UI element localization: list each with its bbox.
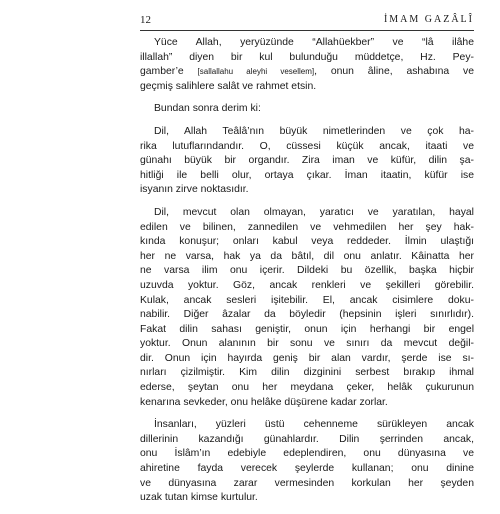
text-line: nabilir. Diğer âzalar da böyledir (hepsinin işleri sınırlıdır). xyxy=(140,309,474,321)
text-line: nırları çizilmiştir. Kim dilin dizginini serbest bırakıp ihmal xyxy=(140,367,474,379)
text-line: her ne varsa, hak ya da bâtıl, dil onu anlatır. Kâinatta her xyxy=(140,250,474,262)
text-line: Bundan sonra derim ki: xyxy=(154,103,261,115)
page-number: 12 xyxy=(140,14,151,26)
paragraph xyxy=(140,125,474,198)
text-line: Kulak, ancak sesleri işitebilir. El, ancak cisimlere doku- xyxy=(140,294,474,306)
text-line: illallah” diyen bir kul bulunduğu müddetçe, Hz. Pey- xyxy=(140,51,474,63)
paragraph xyxy=(140,102,474,117)
paragraph xyxy=(140,36,474,94)
text-line: onu İslâm’ın edebiyle edeplendiren, onu dünyasına ve xyxy=(140,448,474,460)
text-line: İnsanları, yüzleri üstü cehenneme sürükleyen ancak xyxy=(154,419,474,431)
text-line: ne varsa ilim onu içerir. Dildeki bu özellik, başka hiçbir xyxy=(140,265,474,277)
text-line: uzuvda yoktur. Göz, ancak renkleri ve şekilleri görebilir. xyxy=(140,279,474,291)
text-line: günahı büyük bir organdır. Zira iman ve küfür, dilin şa- xyxy=(140,155,474,167)
text-line: yoktur. Onun alanının bir sonu ve sınırı da mevcut değil- xyxy=(140,338,474,350)
text-line: uzak tutan kimse kurtulur. xyxy=(140,492,258,504)
body-text xyxy=(140,36,474,514)
honorific: [sallallahu aleyhi vesellem] xyxy=(197,67,315,77)
text-line: Dil, Allah Teâlâ’nın büyük nimetlerinden ve çok ha- xyxy=(154,125,474,137)
text-line: kında konuşur; onları kabul veya reddeder. İlmin ulaştığı xyxy=(140,236,474,248)
text-line: geçmiş salihlere salât ve rahmet etsin. xyxy=(140,80,317,92)
text-line: dir. Onun için hayırda geniş bir alan vardır, şerde ise sı- xyxy=(140,352,474,364)
paragraph xyxy=(140,206,474,410)
paragraph xyxy=(140,418,474,506)
text-line: hitliği ile belli olur, ortaya çıkar. İman itaatin, küfür ise xyxy=(140,169,474,181)
text-line: rika lutuflarındandır. O, cüssesi küçük ancak, itaati ve xyxy=(140,140,474,152)
text-line: ahiretine fayda verecek şeylerde kullanan; onu dinine xyxy=(140,463,474,475)
text-line: kenarına sevkeder, onu helâke düşürene kadar zorlar. xyxy=(140,396,388,408)
text-line: Yüce Allah, yeryüzünde “Allahüekber” ve “lâ ilâhe xyxy=(154,37,474,48)
text-line: ederse, şeytan onu her meydana çeker, helâk çukurunun xyxy=(140,382,474,394)
text-line: Fakat dilin sahası geniştir, onun için herhangi bir engel xyxy=(140,323,474,335)
header-rule xyxy=(140,30,474,31)
text-line: edilen ve bilinen, zannedilen ve vehmedilen her şey hak- xyxy=(140,221,474,233)
running-head: İMAM GAZÂLÎ xyxy=(383,14,474,25)
text-line: gamber’e [sallallahu aleyhi vesellem], onun âline, ashabına ve xyxy=(140,66,474,78)
text-line: isyanın zirve noktasıdır. xyxy=(140,184,249,196)
text-line: dillerinin kazandığı günahlardır. Dilin şerrinden ancak, xyxy=(140,433,474,445)
text-line: ve dünyasına zarar vermesinden korkulan her şeyden xyxy=(140,477,474,489)
page-header xyxy=(140,14,474,28)
text-line: Dil, mevcut olan olmayan, yaratıcı ve yaratılan, hayal xyxy=(154,206,474,218)
